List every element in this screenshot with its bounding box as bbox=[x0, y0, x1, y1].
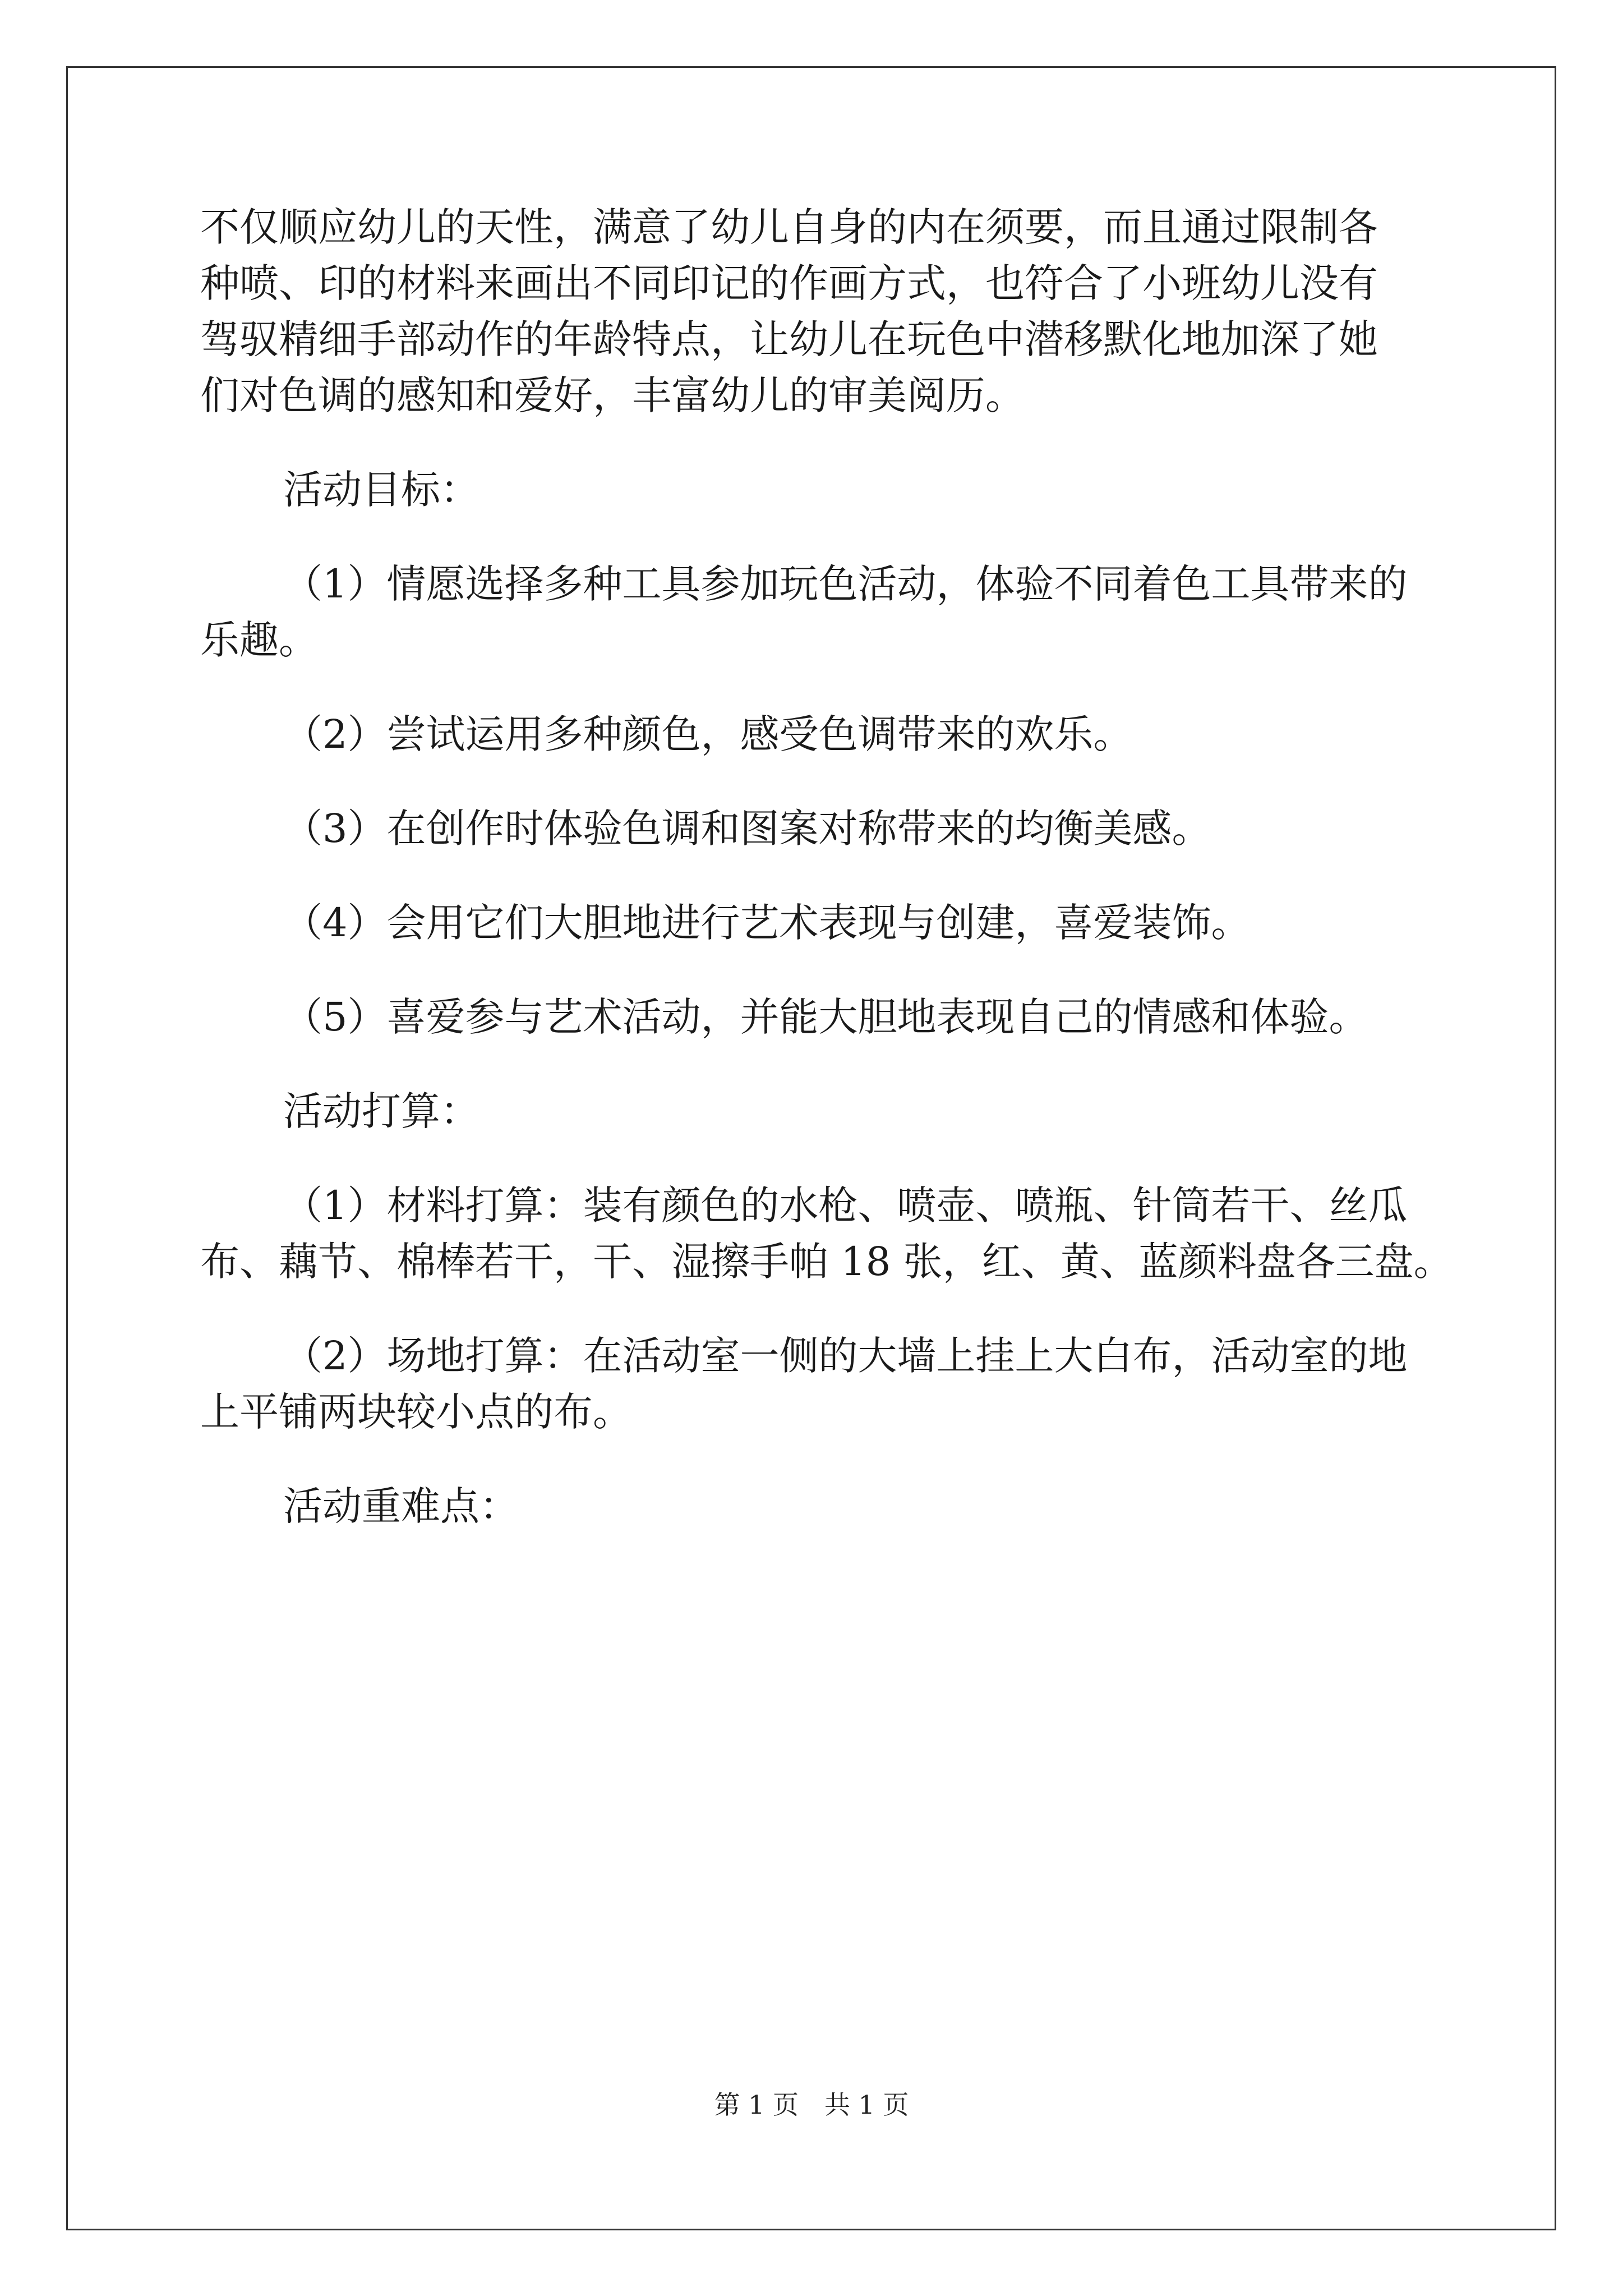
intro-line: 不仅顺应幼儿的天性，满意了幼儿自身的内在须要，而且通过限制各 bbox=[200, 204, 1378, 250]
goal-item-5: （5）喜爱参与艺术活动，并能大胆地表现自己的情感和体验。 bbox=[283, 994, 1368, 1040]
prep-item-2: （2）场地打算：在活动室一侧的大墙上挂上大白布，活动室的地 上平铺两块较小点的布。 bbox=[200, 1333, 1408, 1435]
goal-item-2: （2）尝试运用多种颜色，感受色调带来的欢乐。 bbox=[283, 711, 1133, 757]
prep-heading: 活动打算： bbox=[283, 1088, 479, 1134]
goal-item-3: （3）在创作时体验色调和图案对称带来的均衡美感。 bbox=[283, 806, 1211, 852]
document-body bbox=[200, 199, 1453, 1572]
intro-line: 种喷、印的材料来画出不同印记的作画方式，也符合了小班幼儿没有 bbox=[200, 260, 1378, 306]
goal-item-4: （4）会用它们大胆地进行艺术表现与创建，喜爱装饰。 bbox=[283, 900, 1251, 946]
prep-item-1: （1）材料打算：装有颜色的水枪、喷壶、喷瓶、针筒若干、丝瓜 布、藕节、棉棒若干，干、湿擦手帕 18 张，红、黄、蓝颜料盘各三盘。 bbox=[200, 1182, 1453, 1285]
intro-paragraph bbox=[200, 199, 1434, 424]
page-footer: 第 1 页 共 1 页 bbox=[714, 2090, 909, 2120]
difficulty-heading: 活动重难点： bbox=[283, 1483, 519, 1529]
intro-line: 们对色调的感知和爱好，丰富幼儿的审美阅历。 bbox=[200, 372, 1025, 418]
intro-line: 驾驭精细手部动作的年龄特点，让幼儿在玩色中潜移默化地加深了她 bbox=[200, 316, 1378, 362]
goal-item-1: （1）情愿选择多种工具参加玩色活动，体验不同着色工具带来的 乐趣。 bbox=[200, 561, 1408, 663]
goals-heading: 活动目标： bbox=[283, 467, 479, 513]
